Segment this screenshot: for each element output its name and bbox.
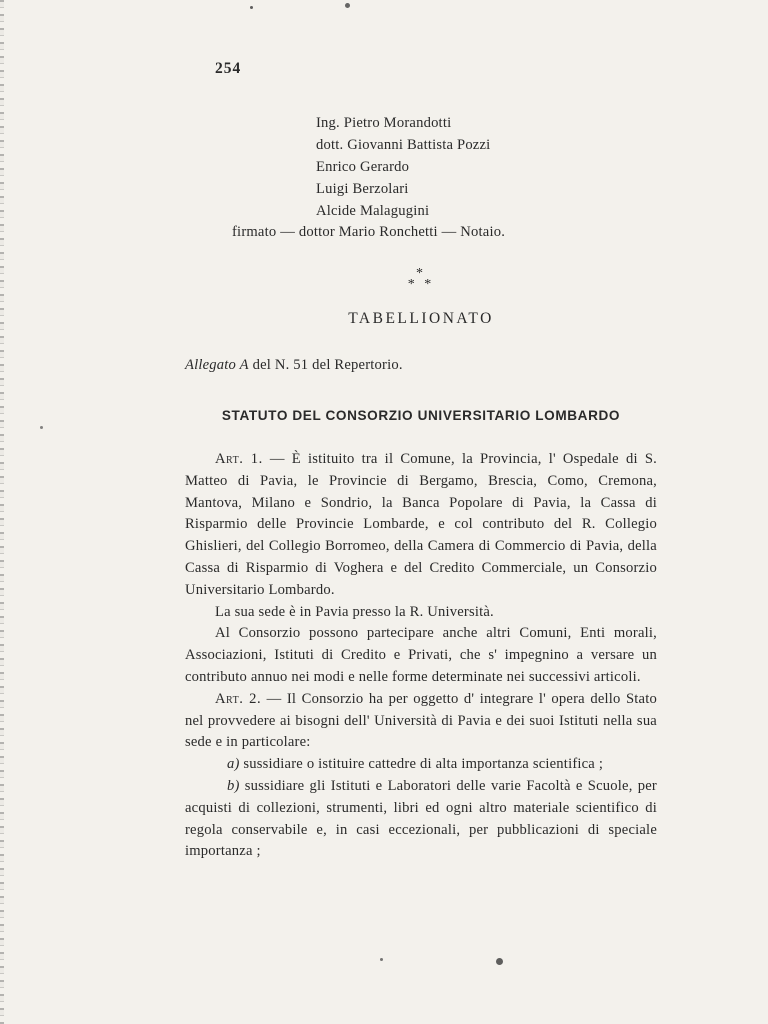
asterism-bottom: * * <box>407 276 435 292</box>
signatory-name: dott. Giovanni Battista Pozzi <box>316 136 491 153</box>
page-number: 254 <box>215 60 242 77</box>
signatory-name: Alcide Malagugini <box>316 202 430 219</box>
list-item-a <box>185 754 657 776</box>
allegato-reference: Allegato A <box>185 357 249 374</box>
article-text: — Il Consorzio ha per oggetto d' integrare l' opera dello Stato nel provvedere ai bisogni dell' Università di Pavia e dei suoi Istituti nella sua sede e in particolare: <box>185 690 657 751</box>
notary-signature-line: firmato — dottor Mario Ronchetti — Notaio. <box>232 223 506 240</box>
item-letter: a) <box>227 756 240 773</box>
statute-title: STATUTO DEL CONSORZIO UNIVERSITARIO LOMBARDO <box>221 408 621 424</box>
signatory-name: Luigi Berzolari <box>316 180 409 197</box>
allegato-rest: del N. 51 del Repertorio. <box>248 357 403 374</box>
item-text: sussidiare gli Istituti e Laboratori delle varie Facoltà e Scuole, per acquisti di collezioni, strumenti, libri ed ogni altro materiale scientifico di regola conservabile e, in casi eccezionali, per pubblicazioni di speciale importanza ; <box>185 777 657 860</box>
paragraph-partecipare: Al Consorzio possono partecipare anche altri Comuni, Enti morali, Associazioni, Istituti di Credito e Privati, che s' impegnino a versare un contributo annuo nei modi e nelle forme determinate nei successivi articoli. <box>185 625 657 685</box>
statute-body <box>185 449 657 863</box>
signatory-name: Enrico Gerardo <box>316 158 410 175</box>
asterism-top: * <box>416 265 426 281</box>
article-label: Art. 2. <box>215 690 262 707</box>
page-content <box>185 58 657 863</box>
scan-binding-edge-artifact <box>0 0 4 1024</box>
asterism-divider <box>185 265 657 292</box>
scan-speck-artifact <box>250 6 253 9</box>
section-title: TABELLIONATO <box>348 309 494 327</box>
paragraph-art-2 <box>185 689 657 754</box>
signatory-name: Ing. Pietro Morandotti <box>316 114 452 131</box>
article-label: Art. 1. <box>215 450 263 467</box>
paragraph-sede: La sua sede è in Pavia presso la R. Università. <box>215 603 494 620</box>
signatories-list <box>316 112 657 222</box>
list-item-b <box>185 776 657 863</box>
item-text: sussidiare o istituire cattedre di alta importanza scientifica ; <box>239 756 604 773</box>
paragraph-art-1 <box>185 449 657 602</box>
item-letter: b) <box>227 777 240 794</box>
article-text: — È istituito tra il Comune, la Provincia, l' Ospedale di S. Matteo di Pavia, le Provincie di Bergamo, Brescia, Como, Cremona, Mantova, Milano e Sondrio, la Banca Popolare di Pavia, la Cassa di Risparmio delle Provincie Lombarde, e col contributo del R. Collegio Ghislieri, del Collegio Borromeo, della Camera di Commercio di Pavia, della Cassa di Risparmio di Voghera e del Credito Commerciale, un Consorzio Universitario Lombardo. <box>185 450 657 598</box>
allegato-line <box>185 355 657 377</box>
